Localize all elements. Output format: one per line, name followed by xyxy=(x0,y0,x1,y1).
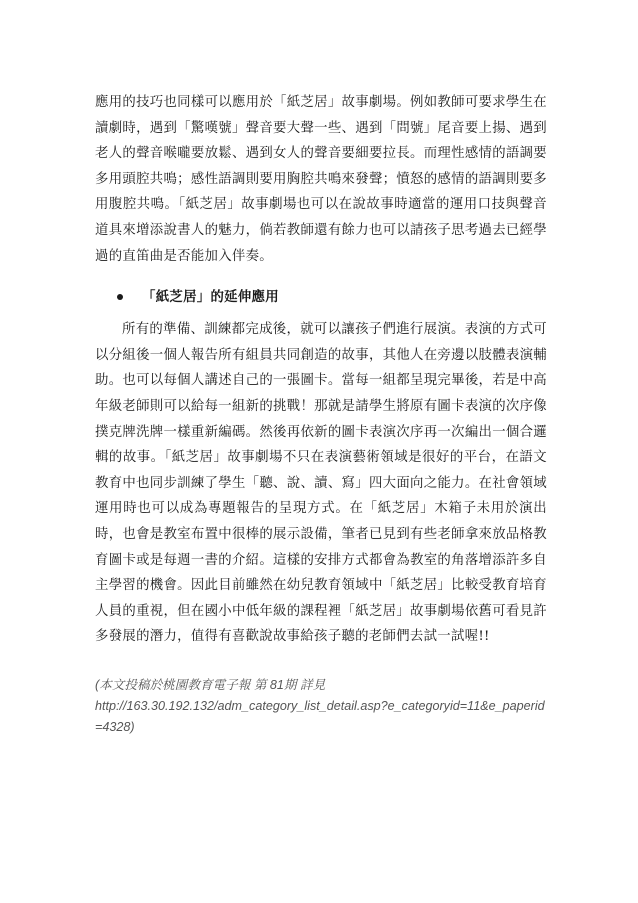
document-page xyxy=(95,90,547,738)
source-url-link[interactable]: http://163.30.192.132/adm_category_list_detail.asp?e_categoryid=11&e_paperid=4328) xyxy=(95,698,545,734)
section-heading-row xyxy=(95,285,547,309)
section-heading: 「紙芝居」的延伸應用 xyxy=(142,289,279,306)
bullet-icon xyxy=(117,294,123,300)
body-paragraph: 所有的準備、訓練都完成後，就可以讓孩子們進行展演。表演的方式可以分組後一個人報告所有組員共同創造的故事，其他人在旁邊以肢體表演輔助。也可以每個人講述自己的一張圖卡。當每一組都呈現完畢後，若是中高年級老師則可以給每一組新的挑戰！那就是請學生將原有圖卡表演的次序像撲克牌洗牌一樣重新編碼。然後再依新的圖卡表演次序再一次編出一個合邏輯的故事。「紙芝居」故事劇場不只在表演藝術領域是很好的平台，在語文教育中也同步訓練了學生「聽、說、讀、寫」四大面向之能力。在社會領域運用時也可以成為專題報告的呈現方式。在「紙芝居」木箱子未用於演出時，也會是教室布置中很棒的展示設備，筆者已見到有些老師拿來放品格教育圖卡或是每週一書的介紹。這樣的安排方式都會為教室的角落增添許多自主學習的機會。因此目前雖然在幼兒教育領域中「紙芝居」比較受教育培育人員的重視，但在國小中低年級的課程裡「紙芝居」故事劇場依舊可看見許多發展的潛力，值得有喜歡說故事給孩子聽的老師們去試一試喔!! xyxy=(95,322,547,645)
intro-paragraph: 應用的技巧也同樣可以應用於「紙芝居」故事劇場。例如教師可要求學生在讀劇時，遇到「驚嘆號」聲音要大聲一些、遇到「問號」尾音要上揚、遇到老人的聲音喉嚨要放鬆、遇到女人的聲音要細要拉長。而理性感情的語調要多用頭腔共鳴；感性語調則要用胸腔共鳴來發聲；憤怒的感情的語調則要多用腹腔共鳴。「紙芝居」故事劇場也可以在說故事時適當的運用口技與聲音道具來增添說書人的魅力，倘若教師還有餘力也可以請孩子思考過去已經學過的直笛曲是否能加入伴奏。 xyxy=(95,95,547,264)
source-citation xyxy=(95,675,547,738)
source-citation-text: (本文投稿於桃園教育電子報 第 81期 詳見 xyxy=(95,677,326,692)
